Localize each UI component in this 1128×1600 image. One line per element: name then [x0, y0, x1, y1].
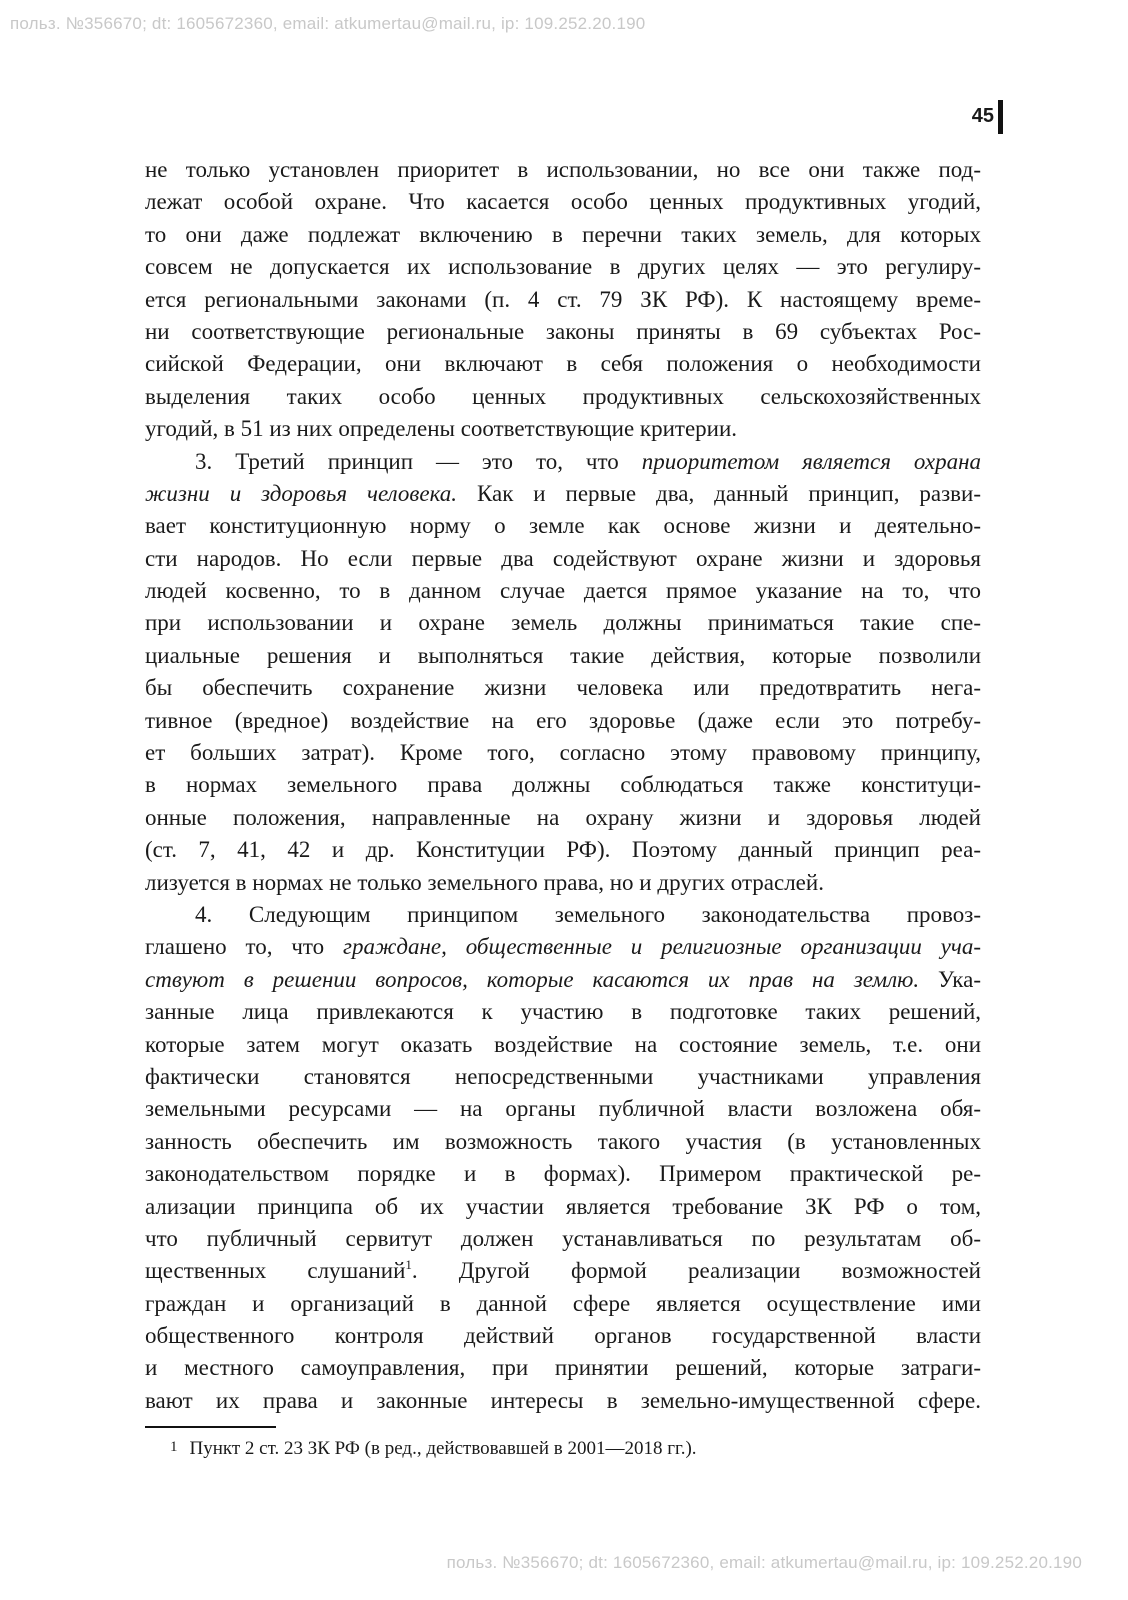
text-segment: в нормах земельного права должны соблюдаться также конституци-	[145, 772, 981, 798]
text-segment: совсем не допускается их использование в других целях — это регулиру-	[145, 254, 981, 280]
footnote	[170, 1434, 697, 1462]
text-line	[145, 672, 981, 704]
text-line	[145, 316, 981, 348]
italic-text: ствуют в решении вопросов, которые касаются их прав на землю.	[145, 966, 920, 992]
text-line	[145, 413, 981, 445]
text-segment: не только установлен приоритет в использовании, но все они также под-	[145, 157, 981, 182]
text-segment: вают их права и законные интересы в земельно-имущественной сфере.	[145, 1387, 981, 1413]
text-segment: общественного контроля действий органов государственной власти	[145, 1323, 981, 1349]
text-line	[145, 1352, 981, 1384]
text-segment: Ука-	[919, 966, 981, 992]
text-line	[145, 867, 981, 899]
text-segment: земельными ресурсами — на органы публичной власти возложена обя-	[145, 1096, 981, 1122]
text-segment: (ст. 7, 41, 42 и др. Конституции РФ). Поэтому данный принцип реа-	[145, 837, 981, 863]
text-segment: 3. Третий принцип — это то, что	[195, 448, 642, 474]
text-segment: лежат особой охране. Что касается особо ценных продуктивных угодий,	[145, 189, 981, 215]
text-line	[145, 186, 981, 218]
footnote-reference: 1	[405, 1257, 412, 1273]
text-line	[145, 219, 981, 251]
text-segment: . Другой формой реализации возможностей	[411, 1258, 981, 1284]
text-segment: сийской Федерации, они включают в себя положения о необходимости	[145, 351, 981, 377]
text-segment: глашено то, что	[145, 934, 344, 960]
text-segment: граждан и организаций в данной сфере является осуществление ими	[145, 1290, 981, 1316]
text-line	[145, 640, 981, 672]
text-line	[145, 1255, 981, 1287]
text-line	[145, 705, 981, 737]
italic-text: жизни и здоровья человека.	[145, 480, 458, 506]
text-line	[145, 1223, 981, 1255]
footnote-text: Пункт 2 ст. 23 ЗК РФ (в ред., действовавшей в 2001—2018 гг.).	[189, 1438, 697, 1459]
text-line	[145, 1158, 981, 1190]
text-segment: ализации принципа об их участии является требование ЗК РФ о том,	[145, 1193, 981, 1219]
text-line	[145, 834, 981, 866]
text-segment: онные положения, направленные на охрану жизни и здоровья людей	[145, 804, 981, 830]
text-segment: фактически становятся непосредственными участниками управления	[145, 1063, 981, 1089]
text-line	[145, 1385, 981, 1417]
text-line	[145, 1191, 981, 1223]
text-segment: бы обеспечить сохранение жизни человека или предотвратить нега-	[145, 675, 981, 701]
page-number: 45	[971, 105, 994, 127]
body-text	[145, 154, 981, 1417]
text-segment: циальные решения и выполняться такие действия, которые позволили	[145, 642, 981, 668]
page-number-bar	[998, 100, 1003, 134]
text-line	[145, 284, 981, 316]
text-segment: и местного самоуправления, при принятии решений, которые затраги-	[145, 1355, 981, 1381]
text-segment: занные лица привлекаются к участию в подготовке таких решений,	[145, 999, 981, 1025]
text-segment: занность обеспечить им возможность такого участия (в установленных	[145, 1128, 981, 1154]
text-line	[145, 964, 981, 996]
text-segment: что публичный сервитут должен устанавливаться по результатам об-	[145, 1225, 981, 1251]
text-segment: при использовании и охране земель должны приниматься такие спе-	[145, 610, 981, 636]
text-segment: вает конституционную норму о земле как основе жизни и деятельно-	[145, 513, 981, 539]
footnote-separator	[145, 1426, 276, 1428]
text-segment: законодательством порядке и в формах). Примером практической ре-	[145, 1161, 981, 1187]
text-line	[145, 931, 981, 963]
text-line	[145, 1320, 981, 1352]
watermark-top: польз. №356670; dt: 1605672360, email: atkumertau@mail.ru, ip: 109.252.20.190	[10, 14, 646, 33]
text-segment: ется региональными законами (п. 4 ст. 79 ЗК РФ). К настоящему време-	[145, 286, 981, 312]
text-line	[145, 510, 981, 542]
text-segment: сти народов. Но если первые два содействуют охране жизни и здоровья	[145, 545, 981, 571]
text-line	[145, 769, 981, 801]
text-segment: выделения таких особо ценных продуктивных сельскохозяйственных	[145, 383, 981, 409]
text-line	[145, 575, 981, 607]
text-segment: угодий, в 51 из них определены соответствующие критерии.	[145, 416, 738, 442]
text-segment: 4. Следующим принципом земельного законодательства провоз-	[195, 901, 981, 927]
text-line	[145, 1093, 981, 1125]
text-line	[145, 446, 981, 478]
text-line	[145, 1288, 981, 1320]
text-line	[145, 996, 981, 1028]
text-line	[145, 348, 981, 380]
text-segment: тивное (вредное) воздействие на его здоровье (даже если это потребу-	[145, 707, 981, 733]
text-segment: лизуется в нормах не только земельного права, но и других отраслей.	[145, 869, 824, 895]
text-segment: ни соответствующие региональные законы приняты в 69 субъектах Рос-	[145, 318, 981, 344]
text-segment: которые затем могут оказать воздействие на состояние земель, т.е. они	[145, 1031, 981, 1057]
text-line	[145, 154, 981, 186]
text-line	[145, 607, 981, 639]
text-line	[145, 899, 981, 931]
text-line	[145, 1126, 981, 1158]
text-segment: то они даже подлежат включению в перечни таких земель, для которых	[145, 221, 981, 247]
text-segment: ет больших затрат). Кроме того, согласно этому правовому принципу,	[145, 740, 981, 766]
text-line	[145, 543, 981, 575]
text-line	[145, 251, 981, 283]
text-segment: щественных слушаний	[145, 1258, 406, 1284]
text-line	[145, 381, 981, 413]
text-segment: людей косвенно, то в данном случае дается прямое указание на то, что	[145, 578, 981, 604]
text-line	[145, 802, 981, 834]
watermark-bottom: польз. №356670; dt: 1605672360, email: atkumertau@mail.ru, ip: 109.252.20.190	[446, 1553, 1082, 1572]
text-segment: Как и первые два, данный принцип, разви-	[457, 480, 981, 506]
text-line	[145, 1061, 981, 1093]
footnote-mark: 1	[170, 1439, 178, 1455]
text-line	[145, 737, 981, 769]
text-line	[145, 478, 981, 510]
text-line	[145, 1029, 981, 1061]
italic-text: граждане, общественные и религиозные организации уча-	[343, 934, 981, 960]
italic-text: приоритетом является охрана	[641, 448, 981, 474]
